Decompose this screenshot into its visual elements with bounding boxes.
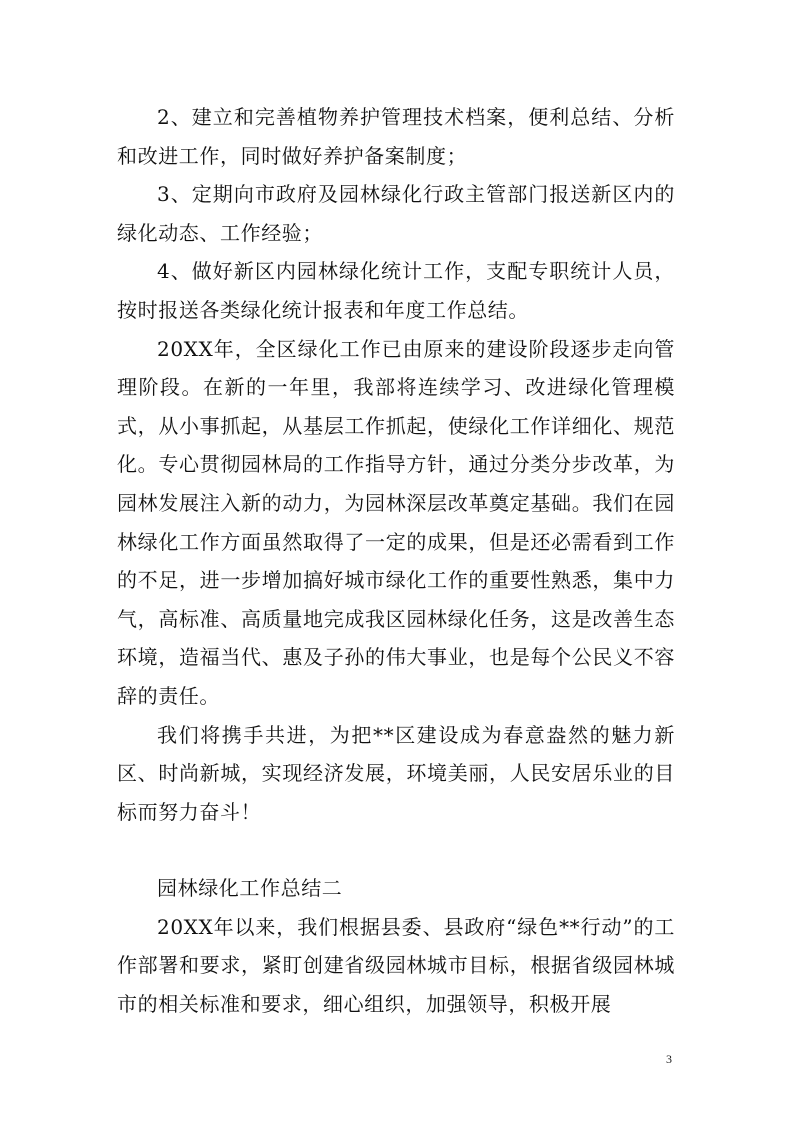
paragraph-item-3: 3、定期向市政府及园林绿化行政主管部门报送新区内的绿化动态、工作经验；	[117, 182, 675, 245]
section-spacer	[117, 831, 675, 869]
paragraph-closing: 我们将携手共进，为把**区建设成为春意盎然的魅力新区、时尚新城，实现经济发展，环境美丽，人民安居乐业的目标而努力奋斗！	[117, 722, 675, 824]
paragraph-annual-plan: 20XX年，全区绿化工作已由原来的建设阶段逐步走向管理阶段。在新的一年里，我部将连续学习、改进绿化管理模式，从小事抓起，从基层工作抓起，使绿化工作详细化、规范化。专心贯彻园林局的工作指导方针，通过分类分步改革，为园林发展注入新的动力，为园林深层改革奠定基础。我们在园林绿化工作方面虽然取得了一定的成果，但是还必需看到工作的不足，进一步增加搞好城市绿化工作的重要性熟悉，集中力气，高标准、高质量地完成我区园林绿化任务，这是改善生态环境，造福当代、惠及子孙的伟大事业，也是每个公民义不容辞的责任。	[117, 336, 675, 708]
paragraph-item-2: 2、建立和完善植物养护管理技术档案，便利总结、分析和改进工作，同时做好养护备案制度；	[117, 105, 675, 168]
paragraph-section-intro: 20XX年以来，我们根据县委、县政府“绿色**行动”的工作部署和要求，紧盯创建省级园林城市目标，根据省级园林城市的相关标准和要求，细心组织，加强领导，积极开展	[117, 914, 675, 1017]
section-heading: 园林绿化工作总结二	[157, 876, 343, 901]
paragraph-item-4: 4、做好新区内园林绿化统计工作，支配专职统计人员，按时报送各类绿化统计报表和年度工作总结。	[117, 259, 675, 322]
document-body	[117, 98, 675, 1024]
page-number: 3	[666, 1052, 672, 1066]
